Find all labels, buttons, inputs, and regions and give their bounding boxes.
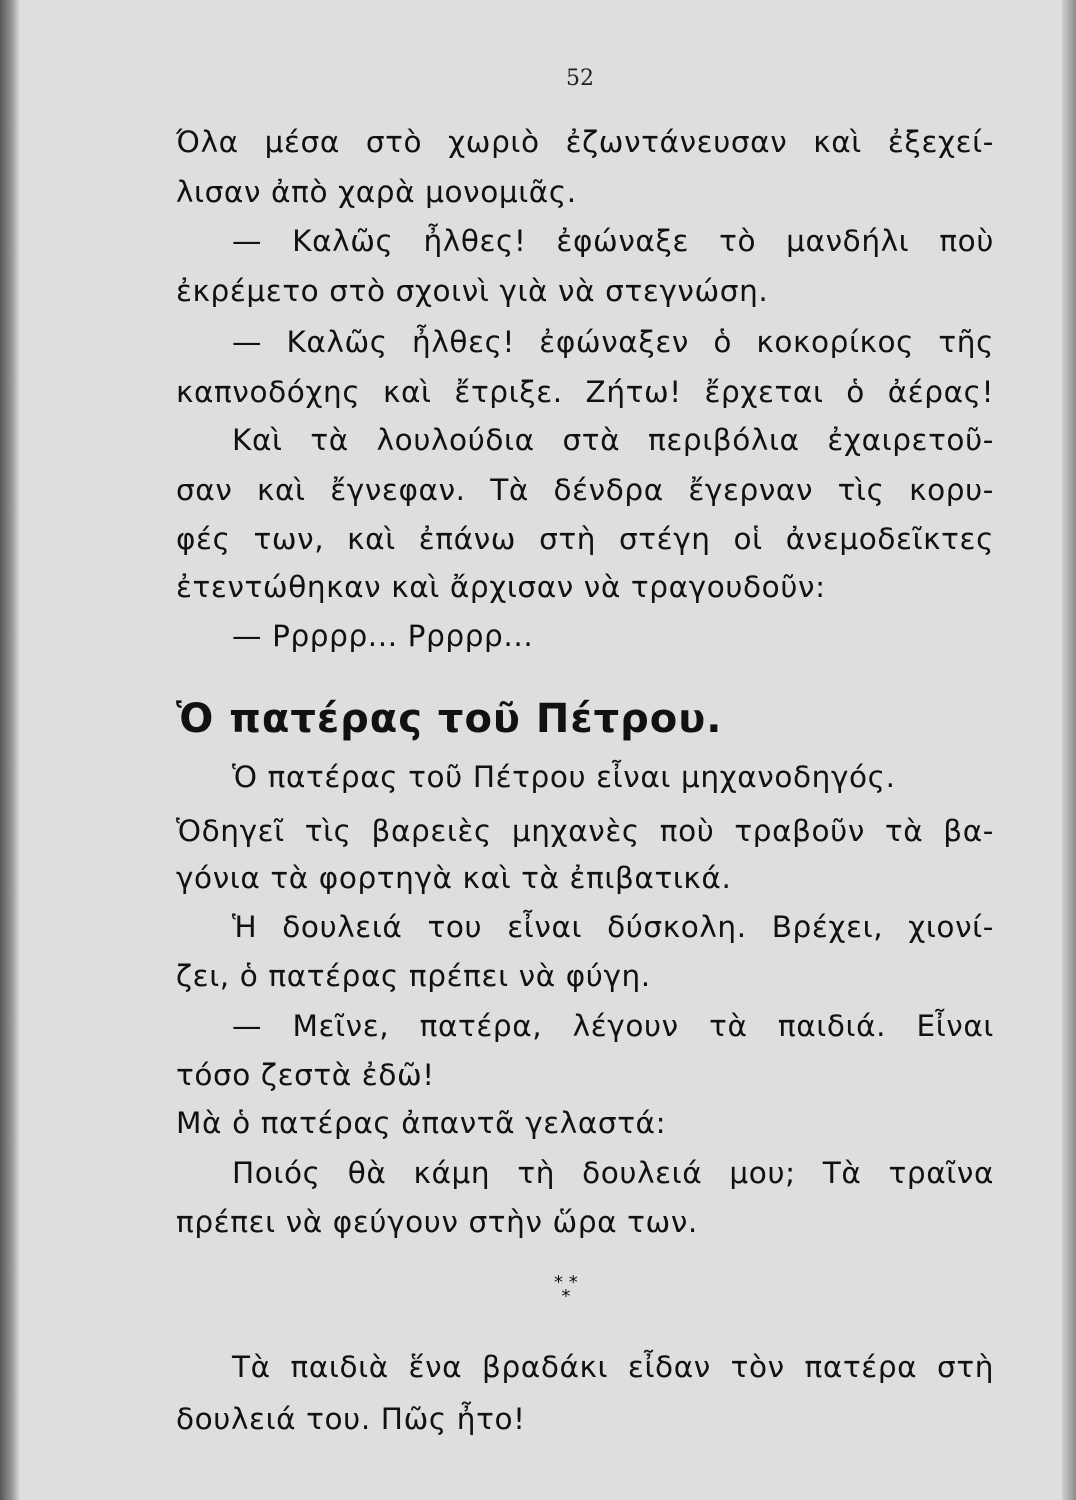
text-line: σαν καὶ ἔγνεφαν. Τὰ δένδρα ἔγερναν τὶς κορυ- — [176, 473, 994, 507]
asterism-separator — [554, 1272, 578, 1307]
text-line: — Καλῶς ἦλθες! ἐφώναξεν ὁ κοκορίκος τῆς — [232, 325, 994, 359]
text-line: καπνοδόχης καὶ ἔτριξε. Ζήτω! ἔρχεται ὁ ἀέρας! — [176, 375, 994, 409]
text-line: Ποιός θὰ κάμη τὴ δουλειά μου; Τὰ τραῖνα — [232, 1156, 994, 1190]
text-line: γόνια τὰ φορτηγὰ καὶ τὰ ἐπιβατικά. — [176, 861, 732, 895]
text-line: Καὶ τὰ λουλούδια στὰ περιβόλια ἐχαιρετοῦ- — [232, 423, 994, 457]
page-number: 52 — [566, 66, 594, 91]
text-line: ἐκρέμετο στὸ σχοινὶ γιὰ νὰ στεγνώση. — [176, 274, 769, 308]
text-line: ἐτεντώθηκαν καὶ ἄρχισαν νὰ τραγουδοῦν: — [176, 570, 826, 604]
asterism-glyphs: * * * — [554, 1272, 578, 1307]
text-line: — Μεῖνε, πατέρα, λέγουν τὰ παιδιά. Εἶναι — [232, 1009, 994, 1043]
text-line: φές των, καὶ ἐπάνω στὴ στέγη οἱ ἀνεμοδεῖκτες — [176, 522, 994, 556]
text-line: δουλειά του. Πῶς ἦτο! — [176, 1402, 526, 1436]
text-line: Ὁ πατέρας τοῦ Πέτρου εἶναι μηχανοδηγός. — [232, 760, 896, 794]
text-line: Ἡ δουλειά του εἶναι δύσκολη. Βρέχει, χιονί- — [232, 910, 994, 944]
text-line: — Ρρρρρ... Ρρρρρ... — [232, 619, 534, 653]
section-heading: Ὁ πατέρας τοῦ Πέτρου. — [176, 696, 723, 742]
text-line: λισαν ἀπὸ χαρὰ μονομιᾶς. — [176, 175, 577, 209]
text-line: Μὰ ὁ πατέρας ἀπαντᾶ γελαστά: — [176, 1106, 667, 1140]
text-line: πρέπει νὰ φεύγουν στὴν ὥρα των. — [176, 1205, 698, 1239]
text-line: Ὁδηγεῖ τὶς βαρειὲς μηχανὲς ποὺ τραβοῦν τὰ βα- — [176, 814, 994, 848]
page-binding-shadow — [0, 0, 20, 1500]
text-line: Τὰ παιδιὰ ἕνα βραδάκι εἶδαν τὸν πατέρα στὴ — [232, 1350, 994, 1384]
text-line: Όλα μέσα στὸ χωριὸ ἐζωντάνευσαν καὶ ἐξεχεί- — [176, 125, 994, 159]
text-line: ζει, ὁ πατέρας πρέπει νὰ φύγη. — [176, 959, 651, 993]
text-line: — Καλῶς ἦλθες! ἐφώναξε τὸ μανδήλι ποὺ — [232, 224, 994, 258]
text-line: τόσο ζεστὰ ἐδῶ! — [176, 1058, 435, 1092]
page-edge-shadow — [1062, 0, 1076, 1500]
